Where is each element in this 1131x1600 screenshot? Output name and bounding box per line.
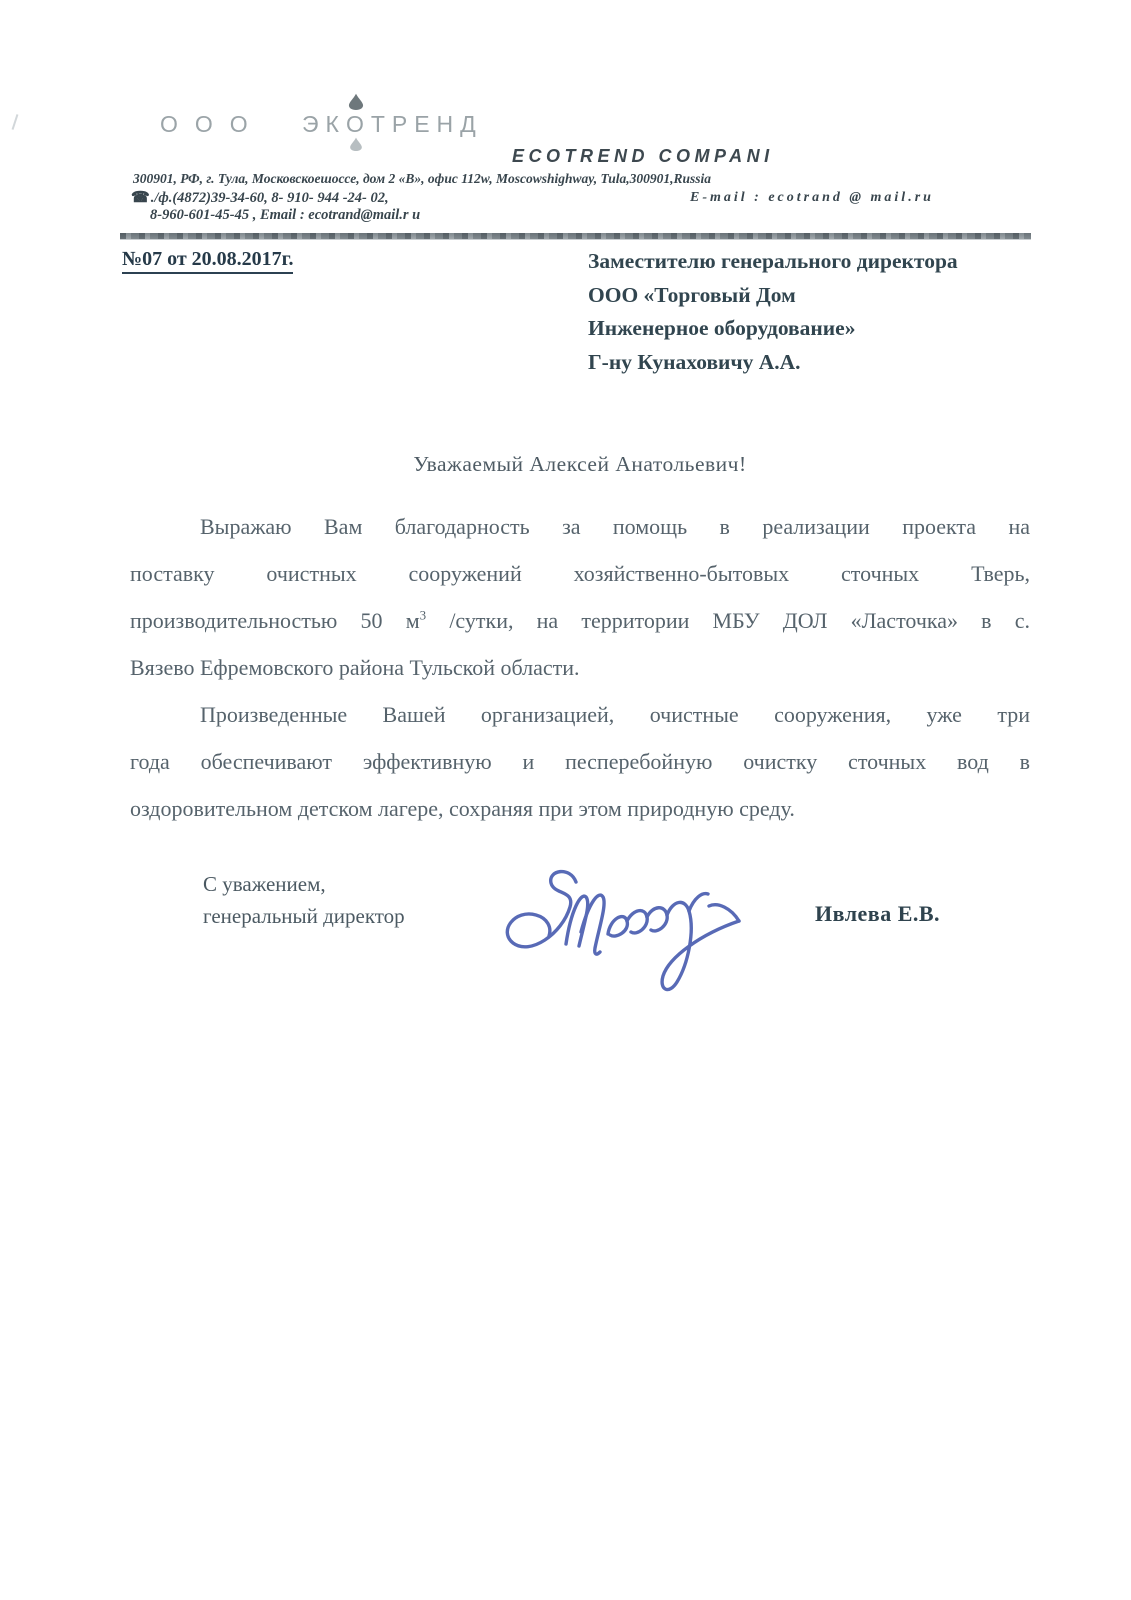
body-line: поставку очистных сооружений хозяйственно-бытовых сточных Тверь,: [130, 561, 1030, 586]
logo-brand-pre: ЭК: [302, 111, 346, 137]
logo-brand-post: ТРЕНД: [370, 111, 483, 137]
leaf-icon: [347, 137, 364, 151]
body-line: Вязево Ефремовского района Тульской области.: [130, 655, 580, 680]
body-line-pre: производительностью 50 м: [130, 608, 420, 633]
logo-brand-o: О: [345, 111, 371, 137]
recipient-line: Заместителю генерального директора: [588, 249, 958, 273]
scan-artifact: [12, 114, 19, 130]
recipient-line: Инженерное оборудование»: [588, 316, 856, 340]
address-line: 300901, РФ, г. Тула, Московскоешоссе, дом 2 «В», офис 112w, Moscowshighway, Tula,300901,Russia: [133, 171, 712, 186]
letter-body: [130, 503, 1030, 832]
body-line-post: /сутки, на территории МБУ ДОЛ «Ласточка» в с.: [426, 608, 1030, 633]
phone-line: [131, 188, 389, 207]
logo-brand-o-wrap: [346, 111, 371, 138]
company-logo: [302, 111, 483, 138]
signoff-regards: С уважением,: [203, 872, 326, 896]
phone-numbers: ./ф.(4872)39-34-60, 8- 910- 944 -24- 02,: [150, 190, 389, 206]
body-line: года обеспечивают эффективную и песперебойную очистку сточных вод в: [130, 749, 1030, 774]
signoff-block: [203, 869, 405, 932]
recipient-line: Г-ну Кунаховичу А.А.: [588, 349, 801, 374]
email-right: E-mail : ecotrand @ mail.ru: [690, 190, 934, 205]
recipient-line: ООО «Торговый Дом: [588, 282, 796, 307]
signature-handwriting: [448, 824, 748, 1004]
reference-number: №07 от 20.08.2017г.: [122, 248, 293, 274]
leaf-icon: [345, 93, 366, 110]
phone-line-2: 8-960-601-45-45 , Email : ecotrand@mail.r u: [150, 207, 421, 223]
body-line: оздоровительном детском лагере, сохраняя при этом природную среду.: [130, 796, 795, 821]
salutation: Уважаемый Алексей Анатольевич!: [413, 452, 747, 476]
phone-icon: ☎: [131, 190, 150, 206]
recipient-block: [588, 245, 1058, 379]
superscript-3: 3: [419, 607, 427, 623]
signoff-title: генеральный директор: [203, 903, 405, 928]
signer-name: Ивлева Е.В.: [815, 901, 941, 926]
company-name-en: ECOTREND COMPANI: [512, 146, 774, 166]
body-line: [130, 597, 1030, 644]
body-line: Произведенные Вашей организацией, очистные сооружения, уже три: [200, 702, 1030, 727]
header-divider: [120, 233, 1031, 240]
body-line: Выражаю Вам благодарность за помощь в реализации проекта на: [200, 514, 1030, 539]
logo-ooo-text: ООО: [160, 111, 265, 137]
